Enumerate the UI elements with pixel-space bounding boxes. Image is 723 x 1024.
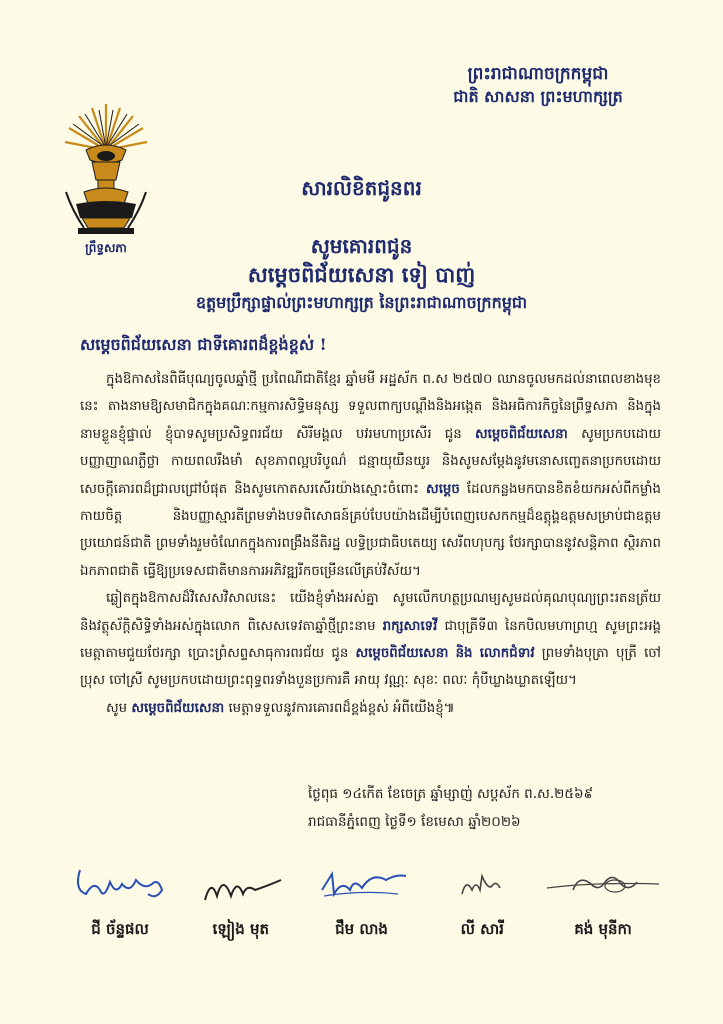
- kingdom-motto: ជាតិ សាសនា ព្រះមហាក្សត្រ: [453, 87, 623, 106]
- body-bold-text: សម្តេចពិជ័យសេនា: [474, 426, 568, 442]
- signature-icon: [60, 860, 180, 910]
- signatory-name: ឡៀង មុត: [212, 920, 270, 938]
- emblem-caption: ព្រឹទ្ធសភា: [85, 241, 127, 255]
- lunar-date: ថ្ងៃពុធ ១៤កើត ខែចេត្រ ឆ្នាំម្សាញ់ សប្តស័ក ព.ស.២៥៦៩: [308, 786, 594, 802]
- signatory-name: គង់ មុនីកា: [574, 920, 632, 938]
- body-bold-text: សម្តេចពិជ័យសេនា: [131, 700, 225, 716]
- body-bold-text: សម្តេចពិជ័យសេនា: [355, 646, 449, 662]
- signature-icon: [543, 860, 663, 910]
- signature-icon: [422, 860, 542, 910]
- signatures-row: [60, 860, 663, 942]
- recipient-name: សម្តេចពិជ័យសេនា ទៀ បាញ់: [247, 262, 476, 287]
- signatory-1: [60, 860, 180, 942]
- kingdom-name: ព្រះរាជាណាចក្រកម្ពុជា: [467, 64, 609, 84]
- signatory-4: [422, 860, 542, 942]
- body-text: ជាបុត្រីទី៣ នៃកបិលមហាព្រហ្ម សូមព្រះអង្គមេត្តាតាមជួយថែរក្សា ប្រោះព្រំសព្ទសាធុការពរជ័យ ជូន: [80, 618, 661, 662]
- body-bold-text: សម្តេច: [426, 481, 460, 497]
- body-bold-text: និង: [455, 646, 473, 662]
- body-text: សូម: [106, 700, 128, 716]
- body-text: ក្នុងឱកាសនៃពិធីបុណ្យចូលឆ្នាំថ្មី ប្រពៃណីជាតិខ្មែរ ឆ្នាំមមី អដ្ឋស័ក ព.ស ២៥៧០ ឈានចូលមកដល់នាពេលខាងមុខនេះ តាងនាមឱ្យសមាជិកក្នុងគណៈកម្មការសិទ្ធិមនុស្ស ទទួលពាក្យបណ្តឹងនិងអង្កេត និងអធិការកិច្ចនៃព្រឹទ្ធសភា និងក្នុងនាមខ្លួនខ្ញុំផ្ទាល់ ខ្ញុំបាទសូមប្រសិទ្ធពរជ័យ សិរីមង្គល បវរមហាប្រសើរ ជូន: [80, 372, 661, 442]
- date-block: [308, 780, 648, 836]
- greeting-line: សម្តេចពិជ័យសេនា ជាទីគោរពដ៏ខ្ពង់ខ្ពស់ !: [80, 335, 327, 354]
- body-bold-text: រាក្សសាទេវី: [382, 618, 438, 634]
- kingdom-header: [413, 62, 663, 108]
- recipient-position: ឧត្តមប្រឹក្សាផ្ទាល់ព្រះមហាក្សត្រ នៃព្រះរាជាណាចក្រកម្ពុជា: [195, 293, 528, 312]
- body-bold-text: លោកជំទាវ: [479, 646, 535, 662]
- recipient-salutation: សូមគោរពជូន: [310, 234, 413, 258]
- signatory-name: លី សារី: [460, 920, 504, 938]
- body-paragraph-3: [80, 695, 661, 722]
- recipient-block: [0, 232, 723, 316]
- signatory-2: [181, 860, 301, 942]
- signature-icon: [181, 860, 301, 910]
- body-text: ព្រមទាំងបុត្រា បុត្រី ចៅប្រុស ចៅស្រី សូមប្រកបដោយព្រះពុទ្ធពរទាំងបួនប្រការគឺ អាយុ វណ្ណៈ សុខៈ ពលៈ កុំបីឃ្លាងឃ្លាតឡើយ។: [80, 646, 661, 689]
- body-text: ឆ្លៀតក្នុងឱកាសដ៏វិសេសវិសាលនេះ យើងខ្ញុំទាំងអស់គ្នា សូមលើកហត្ថប្រណម្យសូមដល់គុណបុណ្យព្រះរតនត្រ័យ និងវត្ថុស័ក្តិសិទ្ធិទាំងអស់ក្នុងលោក ពិសេសទេវតាឆ្នាំថ្មីព្រះនាម: [80, 591, 661, 634]
- signatory-5: [543, 860, 663, 942]
- signatory-name: ជឹម លាង: [335, 920, 388, 938]
- body-paragraph-1: [80, 366, 661, 585]
- signatory-3: [302, 860, 422, 942]
- body-text: ដែលកន្លងមកបានខិតខំយកអស់ពីកម្លាំងកាយចិត្ត និងបញ្ញាស្មារតីព្រមទាំងបទពិសោធន៍គ្រប់បែបយ៉ាងដើម្បីបំពេញបេសកកម្មដ៏ឧត្តុង្គឧត្តមសម្រាប់ជាឧត្តមប្រយោជន៍ជាតិ ព្រមទាំងរួមចំណែកក្នុងការពង្រឹងនីតិរដ្ឋ លទ្ធិប្រជាធិបតេយ្យ សេរីពហុបក្ស ថែរក្សាបាននូវសន្តិភាព ស្ថិរភាព ឯកភាពជាតិ ធ្វើឱ្យប្រទេសជាតិមានការអភិវឌ្ឍរីកចម្រើនលើគ្រប់វិស័យ។: [80, 481, 661, 579]
- body-paragraph-2: [80, 585, 661, 695]
- senate-emblem-icon: [62, 100, 150, 238]
- body-text: មេត្តាទទួលនូវការគោរពដ៏ខ្ពង់ខ្ពស់ អំពីយើងខ្ញុំ៕: [228, 700, 455, 716]
- body-text: សូមប្រកបដោយបញ្ញាញាណភ្លឺថ្លា កាយពលរឹងមាំ សុខភាពល្អបរិបូណ៌ ជន្មាយុយឺនយូរ និងសូមសម្តែងនូវមនោសញ្ចេតនាប្រកបដោយសេចក្តីគោរពដ៏ជ្រាលជ្រៅបំផុត និងសូមកោតសរសើរយ៉ាងស្មោះចំពោះ: [80, 426, 661, 497]
- solar-date: រាជធានីភ្នំពេញ ថ្ងៃទី១ ខែមេសា ឆ្នាំ២០២៦: [308, 814, 521, 830]
- letter-title: សារលិខិតជូនពរ: [301, 176, 422, 200]
- signature-icon: [302, 860, 422, 910]
- letter-body: [80, 366, 661, 722]
- signatory-name: ជី ច័ន្ទផល: [91, 920, 149, 938]
